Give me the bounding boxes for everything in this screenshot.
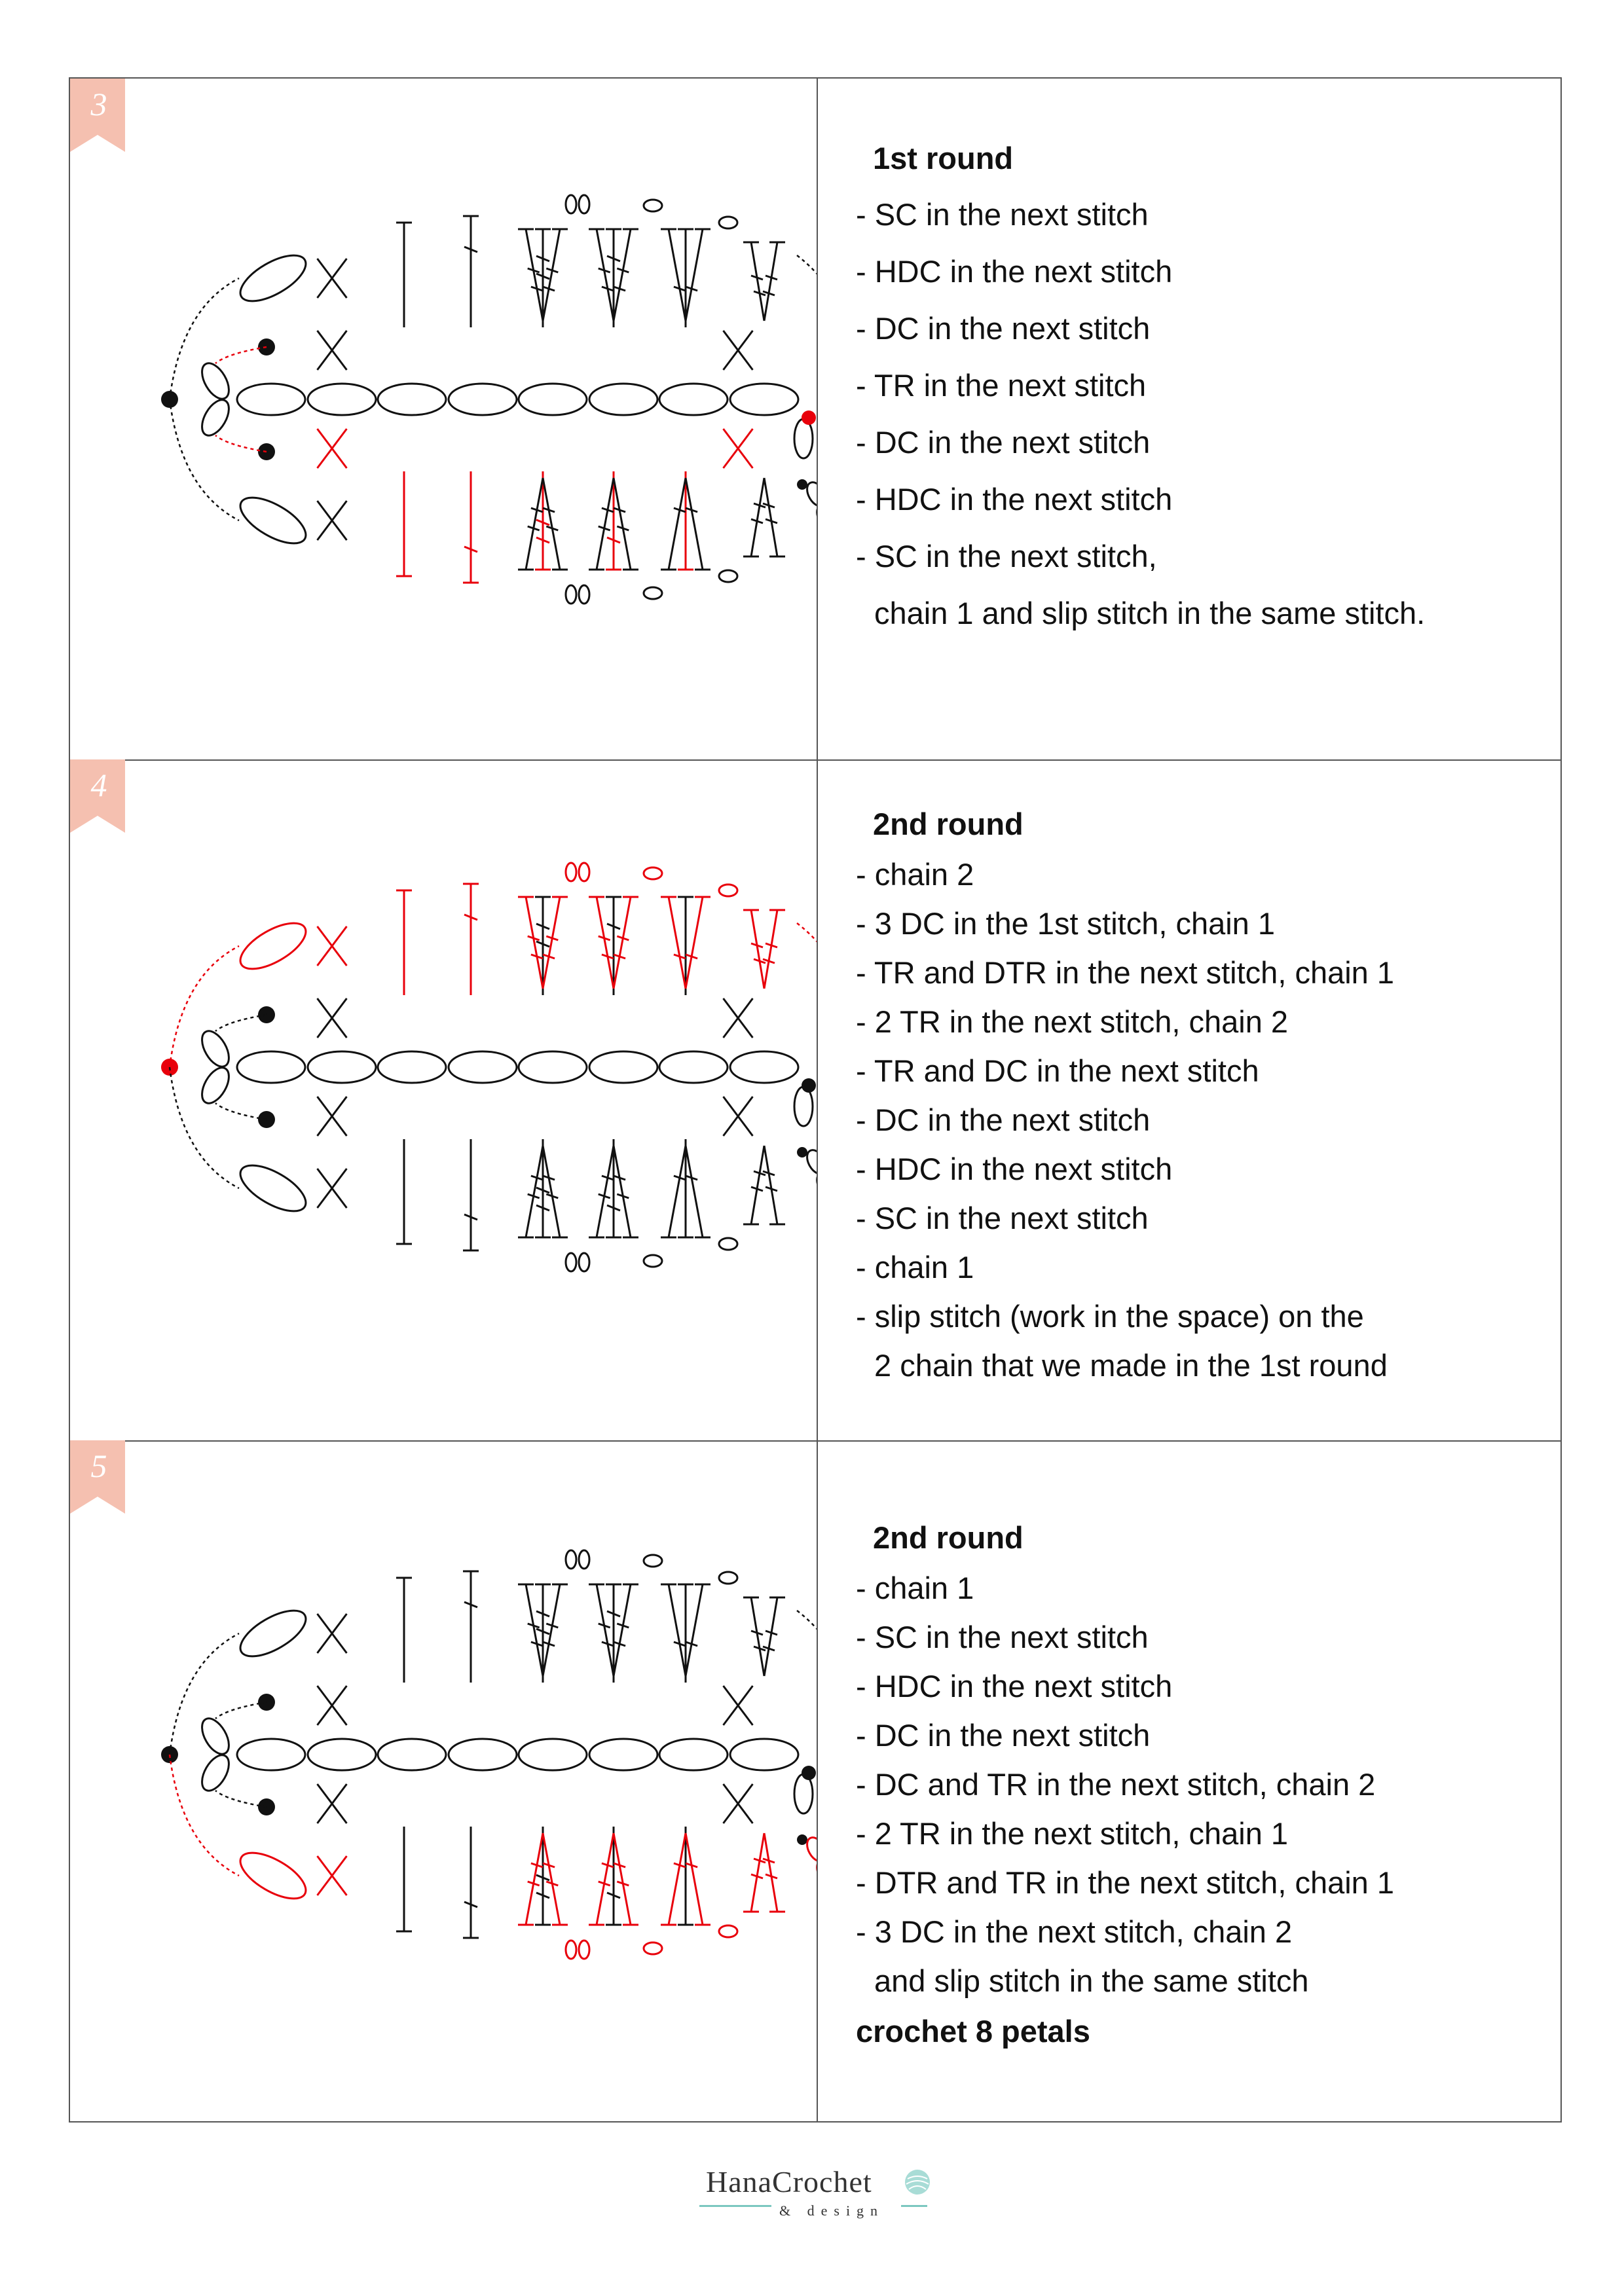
crochet-chart	[70, 759, 817, 1440]
v-stitch	[764, 242, 777, 321]
instruction-line: - SC in the next stitch	[856, 1201, 1149, 1235]
connector-path	[797, 1611, 817, 1696]
picot-chain	[566, 1550, 576, 1569]
v-stitch	[543, 897, 560, 989]
picot-chain	[579, 1941, 589, 1959]
v-stitch	[686, 229, 703, 321]
slip-stitch-dot	[797, 1834, 807, 1845]
round-title: 2nd round	[873, 1520, 1024, 1555]
picot-chain	[566, 1253, 576, 1271]
page-frame	[69, 77, 1562, 2123]
instruction-line: - SC in the next stitch	[856, 197, 1149, 232]
v-stitch	[764, 1146, 777, 1224]
step-3-panel	[70, 79, 1560, 759]
picot-chain	[644, 587, 662, 599]
turning-chain	[196, 395, 234, 440]
foundation-chain	[308, 384, 376, 415]
step-5-instructions	[856, 1512, 1550, 2058]
instruction-line: - TR and DTR in the next stitch, chain 1	[856, 955, 1394, 990]
picot-chain	[644, 200, 662, 211]
step-5-panel	[70, 1440, 1560, 2121]
picot-chain	[566, 1941, 576, 1959]
v-stitch	[543, 229, 560, 321]
picot-chain	[719, 884, 737, 896]
instruction-line: - DC in the next stitch	[856, 425, 1151, 460]
picot-chain	[566, 195, 576, 213]
slip-stitch-dot	[797, 479, 807, 490]
step-3-diagram	[70, 79, 817, 759]
foundation-chain	[589, 1051, 657, 1083]
round-title: 2nd round	[873, 807, 1024, 841]
foundation-chain	[519, 1051, 587, 1083]
v-stitch	[669, 1833, 686, 1925]
logo-underline	[901, 2205, 927, 2207]
v-stitch	[751, 1597, 764, 1676]
v-stitch	[686, 1146, 703, 1237]
foundation-chain	[589, 1739, 657, 1770]
connector-path	[797, 923, 817, 1008]
instruction-line: - DC in the next stitch	[856, 311, 1151, 346]
v-stitch	[526, 478, 543, 570]
chain-stitch	[813, 1857, 817, 1888]
v-stitch	[669, 478, 686, 570]
step-number: 5	[90, 1448, 107, 1484]
logo-underline	[699, 2205, 771, 2207]
v-stitch	[614, 897, 631, 989]
foundation-chain	[378, 1739, 446, 1770]
chain-stitch	[234, 1156, 313, 1220]
step-3-instructions	[856, 131, 1550, 642]
picot-chain	[644, 1555, 662, 1567]
foundation-chain	[449, 1739, 517, 1770]
foundation-chain	[730, 1051, 798, 1083]
picot-chain	[719, 1572, 737, 1584]
logo-text: HanaCrochet	[706, 2165, 872, 2198]
v-stitch	[764, 1833, 777, 1912]
connector-path	[797, 255, 817, 340]
chain-stitch	[234, 1844, 313, 1908]
instruction-line: - 2 TR in the next stitch, chain 2	[856, 1004, 1289, 1039]
v-stitch	[597, 1584, 614, 1676]
v-stitch	[597, 478, 614, 570]
step-4-diagram	[70, 759, 817, 1440]
foundation-chain	[308, 1739, 376, 1770]
crochet-chart	[70, 1440, 817, 2121]
v-stitch	[614, 1584, 631, 1676]
foundation-chain	[659, 1051, 728, 1083]
v-stitch	[669, 1146, 686, 1237]
picot-chain	[644, 867, 662, 879]
step-4-panel	[70, 759, 1560, 1440]
foundation-chain	[519, 384, 587, 415]
turning-chain	[196, 1751, 234, 1795]
foundation-chain	[237, 1051, 305, 1083]
yarn-ball-icon	[904, 2168, 931, 2196]
picot-chain	[719, 1238, 737, 1250]
picot-chain	[719, 570, 737, 582]
v-stitch	[764, 478, 777, 556]
chain-stitch	[813, 1170, 817, 1201]
instruction-line: - chain 1	[856, 1571, 974, 1605]
v-stitch	[751, 478, 764, 556]
picot-chain	[566, 585, 576, 604]
instruction-line: - 3 DC in the 1st stitch, chain 1	[856, 906, 1276, 941]
v-stitch	[686, 1584, 703, 1676]
v-stitch	[751, 1833, 764, 1912]
v-stitch	[614, 1146, 631, 1237]
logo-subtitle: & design	[779, 2202, 885, 2219]
picot-chain	[719, 217, 737, 228]
v-stitch	[597, 897, 614, 989]
v-stitch	[751, 1146, 764, 1224]
crochet-chart	[70, 79, 817, 759]
instruction-line: and slip stitch in the same stitch	[874, 1963, 1309, 1998]
v-stitch	[686, 897, 703, 989]
v-stitch	[686, 1833, 703, 1925]
foundation-chain	[730, 1739, 798, 1770]
picot-chain	[566, 863, 576, 881]
foundation-chain	[237, 1739, 305, 1770]
v-stitch	[597, 229, 614, 321]
closing-note: crochet 8 petals	[856, 2014, 1090, 2049]
foundation-chain	[519, 1739, 587, 1770]
v-stitch	[614, 229, 631, 321]
picot-chain	[579, 863, 589, 881]
chain-stitch	[234, 1601, 313, 1666]
chain-stitch	[234, 488, 313, 553]
instruction-line: - DC and TR in the next stitch, chain 2	[856, 1767, 1376, 1802]
v-stitch	[686, 478, 703, 570]
round-title: 1st round	[873, 141, 1014, 175]
picot-chain	[579, 585, 589, 604]
v-stitch	[669, 229, 686, 321]
turning-chain	[794, 1774, 813, 1813]
step-5-diagram	[70, 1440, 817, 2121]
picot-chain	[644, 1942, 662, 1954]
foundation-chain	[730, 384, 798, 415]
instruction-line: - DC in the next stitch	[856, 1718, 1151, 1753]
v-stitch	[614, 1833, 631, 1925]
instruction-line: - chain 1	[856, 1250, 974, 1285]
instruction-line: chain 1 and slip stitch in the same stitch.	[874, 596, 1426, 630]
v-stitch	[526, 1833, 543, 1925]
instruction-line: - HDC in the next stitch	[856, 1152, 1173, 1186]
picot-chain	[579, 1253, 589, 1271]
brand-logo	[693, 2162, 942, 2227]
instruction-line: - DTR and TR in the next stitch, chain 1	[856, 1865, 1394, 1900]
chain-stitch	[234, 246, 313, 310]
v-stitch	[597, 1146, 614, 1237]
instruction-line: - HDC in the next stitch	[856, 254, 1173, 289]
foundation-chain	[237, 384, 305, 415]
instruction-line: 2 chain that we made in the 1st round	[874, 1348, 1388, 1383]
foundation-chain	[659, 1739, 728, 1770]
picot-chain	[719, 1925, 737, 1937]
v-stitch	[751, 910, 764, 989]
instruction-line: - HDC in the next stitch	[856, 1669, 1173, 1704]
instruction-line: - HDC in the next stitch	[856, 482, 1173, 517]
foundation-chain	[378, 1051, 446, 1083]
slip-stitch-dot	[802, 1078, 816, 1093]
picot-chain	[579, 195, 589, 213]
v-stitch	[669, 897, 686, 989]
picot-chain	[579, 1550, 589, 1569]
slip-stitch-dot	[797, 1147, 807, 1157]
turning-chain	[196, 1027, 234, 1071]
v-stitch	[764, 910, 777, 989]
instruction-line: - TR and DC in the next stitch	[856, 1053, 1259, 1088]
picot-chain	[644, 1255, 662, 1267]
instruction-line: - SC in the next stitch,	[856, 539, 1157, 574]
foundation-chain	[449, 384, 517, 415]
step-number: 3	[90, 86, 107, 122]
instruction-line: - chain 2	[856, 857, 974, 892]
step-number: 4	[90, 767, 107, 803]
turning-chain	[794, 1087, 813, 1126]
instruction-line: - 3 DC in the next stitch, chain 2	[856, 1914, 1293, 1949]
turning-chain	[196, 359, 234, 403]
foundation-chain	[378, 384, 446, 415]
v-stitch	[614, 478, 631, 570]
v-stitch	[597, 1833, 614, 1925]
step-4-instructions	[856, 799, 1550, 1390]
turning-chain	[196, 1714, 234, 1758]
chain-stitch	[234, 914, 313, 978]
turning-chain	[794, 419, 813, 458]
turning-chain	[196, 1063, 234, 1108]
instruction-line: - SC in the next stitch	[856, 1620, 1149, 1654]
instruction-line: - slip stitch (work in the space) on the	[856, 1299, 1364, 1334]
instruction-line: - TR in the next stitch	[856, 368, 1147, 403]
foundation-chain	[308, 1051, 376, 1083]
chain-stitch	[813, 502, 817, 533]
instruction-line: - 2 TR in the next stitch, chain 1	[856, 1816, 1289, 1851]
foundation-chain	[589, 384, 657, 415]
v-stitch	[543, 1584, 560, 1676]
foundation-chain	[449, 1051, 517, 1083]
v-stitch	[751, 242, 764, 321]
v-stitch	[764, 1597, 777, 1676]
instruction-line: - DC in the next stitch	[856, 1102, 1151, 1137]
foundation-chain	[659, 384, 728, 415]
v-stitch	[669, 1584, 686, 1676]
v-stitch	[526, 1146, 543, 1237]
slip-stitch-dot	[802, 1766, 816, 1780]
slip-stitch-dot	[802, 410, 816, 425]
